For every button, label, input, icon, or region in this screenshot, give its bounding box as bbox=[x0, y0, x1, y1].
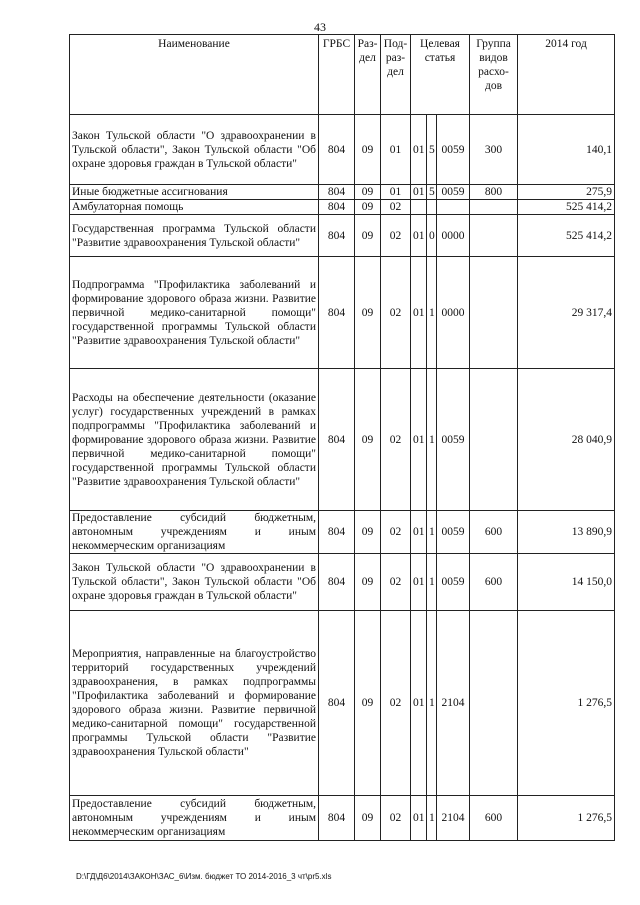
row-target-program: 01 bbox=[411, 369, 427, 511]
row-expense-group bbox=[470, 215, 518, 257]
row-expense-group bbox=[470, 611, 518, 796]
row-target-program bbox=[411, 200, 427, 215]
table-row bbox=[70, 511, 615, 554]
table-row bbox=[70, 115, 615, 185]
row-name: Амбулаторная помощь bbox=[70, 200, 319, 215]
table-row bbox=[70, 200, 615, 215]
row-target-program: 01 bbox=[411, 185, 427, 200]
row-podrazdel: 02 bbox=[381, 511, 411, 554]
row-razdel: 09 bbox=[355, 796, 381, 841]
row-target-program: 01 bbox=[411, 796, 427, 841]
row-target-direction: 0000 bbox=[437, 257, 470, 369]
row-expense-group: 600 bbox=[470, 554, 518, 611]
header-target: Целевая статья bbox=[411, 35, 470, 115]
row-target-direction: 0059 bbox=[437, 115, 470, 185]
header-razdel: Раз- дел bbox=[355, 35, 381, 115]
row-target-subprogram: 1 bbox=[427, 257, 437, 369]
row-target-subprogram: 0 bbox=[427, 215, 437, 257]
row-name: Предоставление субсидий бюджетным, автономным учреждениям и иным некоммерческим организациям bbox=[70, 511, 319, 554]
row-name: Закон Тульской области "О здравоохранении в Тульской области", Закон Тульской области "Об охране здоровья граждан в Тульской области" bbox=[70, 115, 319, 185]
row-target-direction: 0059 bbox=[437, 369, 470, 511]
row-razdel: 09 bbox=[355, 215, 381, 257]
row-name: Мероприятия, направленные на благоустройство территорий государственных учреждений здравоохранения, в рамках подпрограммы "Профилактика заболеваний и формирование здорового образа жизни. Развитие первичной медико-санитарной помощи" государственной программы Тульской области "Развитие здравоохранения Тульской области" bbox=[70, 611, 319, 796]
row-target-subprogram: 5 bbox=[427, 115, 437, 185]
row-podrazdel: 02 bbox=[381, 257, 411, 369]
row-amount: 525 414,2 bbox=[518, 200, 615, 215]
table-row bbox=[70, 215, 615, 257]
row-target-direction: 0059 bbox=[437, 511, 470, 554]
header-row bbox=[70, 35, 615, 115]
row-target-subprogram: 1 bbox=[427, 796, 437, 841]
row-podrazdel: 02 bbox=[381, 611, 411, 796]
row-target-subprogram: 1 bbox=[427, 611, 437, 796]
row-podrazdel: 02 bbox=[381, 796, 411, 841]
row-expense-group bbox=[470, 200, 518, 215]
file-path-footer: D:\ГД\Д6\2014\ЗАКОН\ЗАС_6\Изм. бюджет ТО 2014-2016_3 чт\pr5.xls bbox=[76, 872, 332, 881]
header-year: 2014 год bbox=[518, 35, 615, 115]
header-name: Наименование bbox=[70, 35, 319, 115]
row-expense-group bbox=[470, 257, 518, 369]
row-name: Расходы на обеспечение деятельности (оказание услуг) государственных учреждений в рамках подпрограммы "Профилактика заболеваний и формирование здорового образа жизни. Развитие первичной медико-санитарной помощи" государственной программы Тульской области "Развитие здравоохранения Тульской области" bbox=[70, 369, 319, 511]
row-amount: 29 317,4 bbox=[518, 257, 615, 369]
row-amount: 14 150,0 bbox=[518, 554, 615, 611]
row-razdel: 09 bbox=[355, 115, 381, 185]
row-target-program: 01 bbox=[411, 554, 427, 611]
table-row bbox=[70, 611, 615, 796]
row-grbs: 804 bbox=[319, 185, 355, 200]
row-amount: 275,9 bbox=[518, 185, 615, 200]
row-razdel: 09 bbox=[355, 611, 381, 796]
row-name: Государственная программа Тульской области "Развитие здравоохранения Тульской области" bbox=[70, 215, 319, 257]
row-expense-group: 300 bbox=[470, 115, 518, 185]
row-target-direction bbox=[437, 200, 470, 215]
row-expense-group: 800 bbox=[470, 185, 518, 200]
row-target-subprogram bbox=[427, 200, 437, 215]
row-grbs: 804 bbox=[319, 554, 355, 611]
row-name: Закон Тульской области "О здравоохранении в Тульской области", Закон Тульской области "Об охране здоровья граждан в Тульской области" bbox=[70, 554, 319, 611]
row-target-program: 01 bbox=[411, 215, 427, 257]
row-expense-group bbox=[470, 369, 518, 511]
row-amount: 1 276,5 bbox=[518, 796, 615, 841]
row-podrazdel: 02 bbox=[381, 200, 411, 215]
header-group: Группа видов расхо- дов bbox=[470, 35, 518, 115]
row-podrazdel: 01 bbox=[381, 115, 411, 185]
row-amount: 525 414,2 bbox=[518, 215, 615, 257]
table-row bbox=[70, 185, 615, 200]
row-amount: 1 276,5 bbox=[518, 611, 615, 796]
row-target-direction: 0059 bbox=[437, 185, 470, 200]
header-grbs: ГРБС bbox=[319, 35, 355, 115]
row-grbs: 804 bbox=[319, 215, 355, 257]
row-grbs: 804 bbox=[319, 611, 355, 796]
row-razdel: 09 bbox=[355, 257, 381, 369]
row-name: Предоставление субсидий бюджетным, автономным учреждениям и иным некоммерческим организациям bbox=[70, 796, 319, 841]
row-target-program: 01 bbox=[411, 611, 427, 796]
header-podrazdel: Под- раз- дел bbox=[381, 35, 411, 115]
row-target-direction: 0000 bbox=[437, 215, 470, 257]
row-podrazdel: 01 bbox=[381, 185, 411, 200]
row-target-direction: 0059 bbox=[437, 554, 470, 611]
row-razdel: 09 bbox=[355, 200, 381, 215]
row-target-subprogram: 1 bbox=[427, 369, 437, 511]
row-target-program: 01 bbox=[411, 115, 427, 185]
row-grbs: 804 bbox=[319, 200, 355, 215]
row-name: Подпрограмма "Профилактика заболеваний и формирование здорового образа жизни. Развитие первичной медико-санитарной помощи" государственной программы Тульской области "Развитие здравоохранения Тульской области" bbox=[70, 257, 319, 369]
row-expense-group: 600 bbox=[470, 511, 518, 554]
row-grbs: 804 bbox=[319, 115, 355, 185]
table-row bbox=[70, 369, 615, 511]
row-expense-group: 600 bbox=[470, 796, 518, 841]
row-grbs: 804 bbox=[319, 511, 355, 554]
row-target-subprogram: 1 bbox=[427, 554, 437, 611]
table-row bbox=[70, 554, 615, 611]
row-amount: 13 890,9 bbox=[518, 511, 615, 554]
row-razdel: 09 bbox=[355, 511, 381, 554]
table-row bbox=[70, 796, 615, 841]
row-grbs: 804 bbox=[319, 796, 355, 841]
row-name: Иные бюджетные ассигнования bbox=[70, 185, 319, 200]
table-row bbox=[70, 257, 615, 369]
row-grbs: 804 bbox=[319, 257, 355, 369]
budget-table bbox=[69, 34, 615, 841]
row-target-subprogram: 1 bbox=[427, 511, 437, 554]
row-podrazdel: 02 bbox=[381, 554, 411, 611]
row-target-direction: 2104 bbox=[437, 611, 470, 796]
row-podrazdel: 02 bbox=[381, 215, 411, 257]
row-target-direction: 2104 bbox=[437, 796, 470, 841]
row-razdel: 09 bbox=[355, 369, 381, 511]
row-grbs: 804 bbox=[319, 369, 355, 511]
row-target-program: 01 bbox=[411, 511, 427, 554]
row-amount: 140,1 bbox=[518, 115, 615, 185]
row-podrazdel: 02 bbox=[381, 369, 411, 511]
row-amount: 28 040,9 bbox=[518, 369, 615, 511]
row-razdel: 09 bbox=[355, 185, 381, 200]
page-number: 43 bbox=[314, 20, 326, 34]
row-razdel: 09 bbox=[355, 554, 381, 611]
row-target-program: 01 bbox=[411, 257, 427, 369]
row-target-subprogram: 5 bbox=[427, 185, 437, 200]
